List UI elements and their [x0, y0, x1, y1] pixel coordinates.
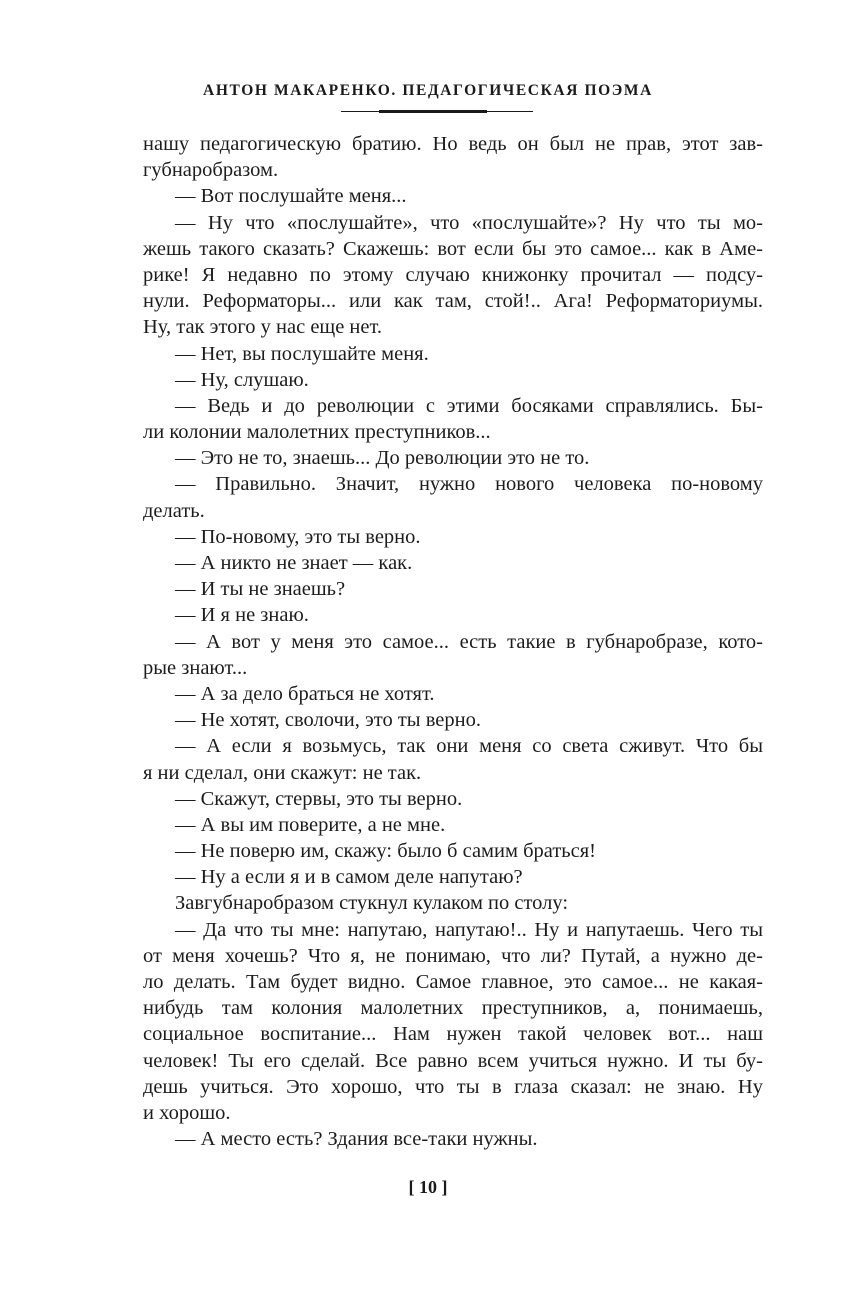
paragraph [143, 707, 763, 733]
running-head: АНТОН МАКАРЕНКО. ПЕДАГОГИЧЕСКАЯ ПОЭМА [203, 82, 653, 99]
text-line: нашу педагогическую братию. Но ведь он был не прав, этот зав- [143, 133, 763, 155]
paragraph [143, 681, 763, 707]
text-line: нибудь там колония малолетних преступников, а, понимаешь, [143, 997, 763, 1020]
text-line: — И я не знаю. [175, 604, 309, 627]
text-line: рике! Я недавно по этому случаю книжонку прочитал — подсу- [143, 263, 763, 286]
paragraph [143, 1126, 763, 1152]
paragraph [143, 341, 763, 367]
text-line: — А если я возьмусь, так они меня со света сживут. Что бы [175, 735, 763, 758]
text-line: ли колонии малолетних преступников... [143, 421, 491, 444]
text-line: человек! Ты его сделай. Все равно всем учиться нужно. И ты бу- [143, 1049, 763, 1072]
text-line: — И ты не знаешь? [175, 578, 346, 601]
paragraph [143, 131, 763, 183]
text-line: нули. Реформаторы... или как там, стой!.. Ага! Реформаториумы. [143, 290, 763, 313]
paragraph [143, 183, 763, 209]
text-line: — Нет, вы послушайте меня. [175, 342, 429, 365]
text-line: — Да что ты мне: напутаю, напутаю!.. Ну и напутаешь. Чего ты [175, 918, 763, 941]
header-rule-accent [379, 110, 487, 113]
text-line: — А за дело браться не хотят. [175, 682, 435, 705]
text-line: дешь учиться. Это хорошо, что ты в глаза сказал: не знаю. Ну [143, 1075, 763, 1098]
text-line: делать. [143, 499, 205, 522]
paragraph [143, 393, 763, 445]
paragraph [143, 210, 763, 341]
paragraph [143, 471, 763, 523]
paragraph [143, 524, 763, 550]
text-line: — А никто не знает — как. [175, 552, 413, 574]
paragraph [143, 367, 763, 393]
text-line: — Правильно. Значит, нужно нового человека по-новому [175, 473, 763, 496]
paragraph [143, 917, 763, 1127]
text-line: — Ну что «послушайте», что «послушайте»? Ну что ты мо- [175, 211, 763, 234]
paragraph [143, 550, 763, 576]
paragraph [143, 786, 763, 812]
text-line: — Не поверю им, скажу: было б самим браться! [175, 840, 596, 863]
text-line: — Это не то, знаешь... До революции это не то. [175, 447, 590, 470]
text-line: и хорошо. [143, 1101, 231, 1124]
paragraph [143, 812, 763, 838]
body-text [143, 131, 763, 1152]
text-line: — Ведь и до революции с этими босяками справлялись. Бы- [175, 394, 763, 417]
text-line: рые знают... [143, 656, 248, 679]
paragraph [143, 733, 763, 785]
page-number: [ 10 ] [408, 1177, 448, 1197]
text-line: — А вот у меня это самое... есть такие в губнаробразе, кото- [175, 630, 763, 653]
text-line: — Ну а если я и в самом деле напутаю? [175, 866, 523, 889]
paragraph [143, 864, 763, 890]
text-line: — А место есть? Здания все-таки нужны. [175, 1128, 538, 1151]
text-line: — Не хотят, сволочи, это ты верно. [175, 709, 481, 732]
text-line: ло делать. Там будет видно. Самое главное, это самое... не какая- [143, 971, 763, 993]
paragraph [143, 890, 763, 916]
text-line: я ни сделал, они скажут: не так. [143, 761, 422, 784]
text-line: жешь такого сказать? Скажешь: вот если бы это самое... как в Аме- [143, 237, 763, 260]
text-line: — А вы им поверите, а не мне. [175, 813, 446, 836]
text-line: от меня хочешь? Что я, не понимаю, что ли? Путай, а нужно де- [143, 944, 763, 967]
text-line: Завгубнаробразом стукнул кулаком по столу: [175, 892, 569, 915]
text-line: — Вот послушайте меня... [175, 185, 407, 208]
text-line: — Скажут, стервы, это ты верно. [175, 787, 463, 810]
text-line: социальное воспитание... Нам нужен такой человек вот... наш [143, 1023, 763, 1046]
text-line: — По-новому, это ты верно. [175, 525, 421, 548]
paragraph [143, 838, 763, 864]
text-line: — Ну, слушаю. [175, 368, 309, 391]
paragraph [143, 602, 763, 628]
paragraph [143, 576, 763, 602]
paragraph [143, 445, 763, 471]
paragraph [143, 629, 763, 681]
text-line: губнаробразом. [143, 159, 279, 182]
text-line: Ну, так этого у нас еще нет. [143, 316, 383, 339]
